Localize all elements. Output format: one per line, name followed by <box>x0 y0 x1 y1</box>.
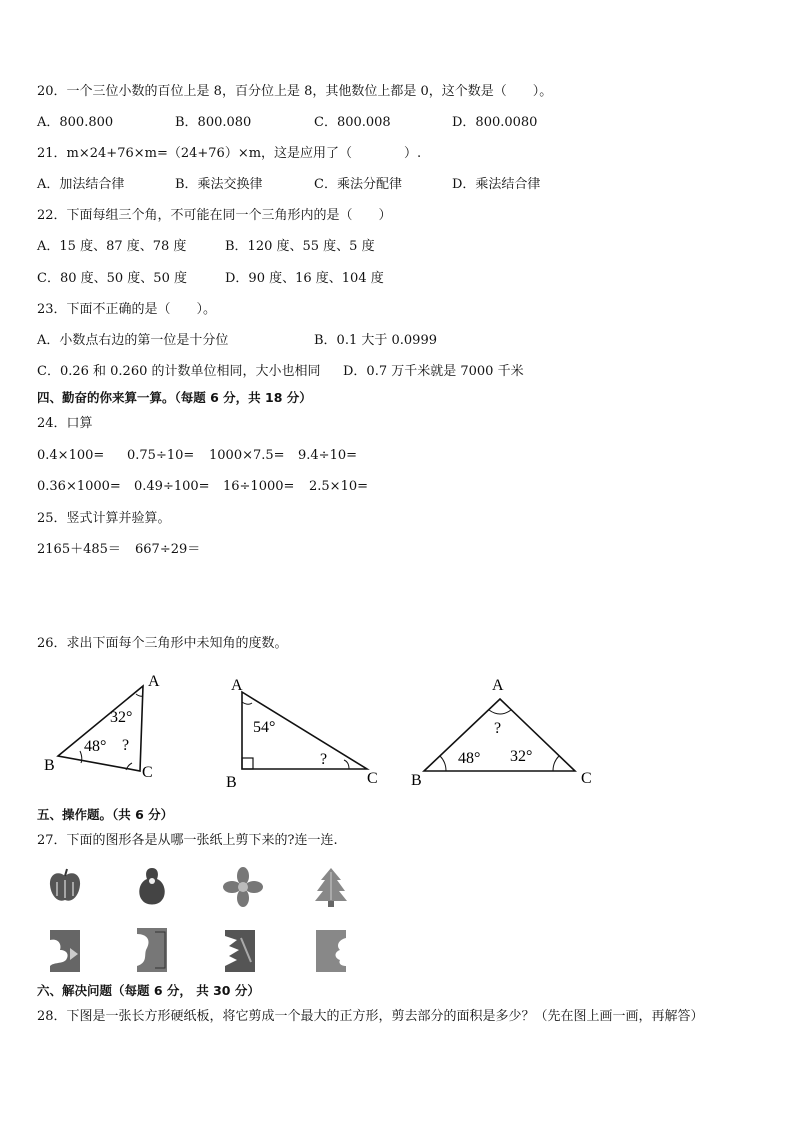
triangle-3-vertex-b: B <box>411 772 422 789</box>
triangle-3-vertex-a: A <box>492 677 504 694</box>
apple-shape-icon[interactable] <box>45 866 85 906</box>
q25-item: 667÷29＝ <box>135 542 201 557</box>
q21-stem: 21．m×24+76×m=（24+76）×m，这是应用了（ ）. <box>37 146 422 161</box>
q24-item: 9.4÷10= <box>298 448 358 463</box>
triangle-1-unknown: ? <box>122 737 130 754</box>
triangle-1-vertex-b: B <box>44 757 55 774</box>
q20-option-a[interactable]: A．800.800 <box>37 115 114 130</box>
q23-option-a[interactable]: A．小数点右边的第一位是十分位 <box>37 333 229 348</box>
paper-sheet-icon[interactable] <box>223 928 257 974</box>
triangle-2-vertex-b: B <box>226 774 237 791</box>
triangle-3-figure <box>406 672 601 792</box>
q22-option-c[interactable]: C．80 度、50 度、50 度 <box>37 271 187 286</box>
flower-shape-icon[interactable] <box>222 866 264 908</box>
triangle-2-unknown: ? <box>320 751 328 768</box>
q24-item: 0.4×100= <box>37 448 105 463</box>
q25-stem: 25．竖式计算并验算。 <box>37 511 171 526</box>
q24-item: 0.36×1000= <box>37 479 121 494</box>
q20-option-b[interactable]: B．800.080 <box>175 115 252 130</box>
paper-sheet-icon[interactable] <box>135 926 169 974</box>
q20-stem: 20．一个三位小数的百位上是 8，百分位上是 8，其他数位上都是 0，这个数是（ ）。 <box>37 84 553 99</box>
q23-stem: 23．下面不正确的是（ ）。 <box>37 302 217 317</box>
triangle-1-vertex-a: A <box>148 673 160 690</box>
q24-item: 0.49÷100= <box>134 479 210 494</box>
q22-option-d[interactable]: D．90 度、16 度、104 度 <box>225 271 384 286</box>
q26-stem: 26．求出下面每个三角形中未知角的度数。 <box>37 636 288 651</box>
paper-sheet-icon[interactable] <box>314 928 348 974</box>
section4-heading: 四、勤奋的你来算一算。（每题 6 分，共 18 分） <box>37 390 312 405</box>
triangle-2-vertex-c: C <box>367 770 378 787</box>
q21-option-b[interactable]: B．乘法交换律 <box>175 177 263 192</box>
triangle-1-vertex-c: C <box>142 764 153 781</box>
q22-stem: 22．下面每组三个角，不可能在同一个三角形内的是（ ） <box>37 208 392 223</box>
section6-heading: 六、解决问题（每题 6 分， 共 30 分） <box>37 983 260 998</box>
triangle-3-vertex-c: C <box>581 770 592 787</box>
q27-stem: 27．下面的图形各是从哪一张纸上剪下来的?连一连. <box>37 833 338 848</box>
q24-stem: 24．口算 <box>37 416 93 431</box>
q21-option-c[interactable]: C．乘法分配律 <box>314 177 402 192</box>
q24-item: 16÷1000= <box>223 479 295 494</box>
triangle-3-angle-c: 32° <box>510 748 533 765</box>
q21-option-a[interactable]: A．加法结合律 <box>37 177 125 192</box>
q23-option-b[interactable]: B．0.1 大于 0.0999 <box>314 333 437 348</box>
triangle-1-figure <box>40 670 180 785</box>
q24-item: 2.5×10= <box>309 479 369 494</box>
q20-option-c[interactable]: C．800.008 <box>314 115 391 130</box>
triangle-2-figure <box>222 670 392 792</box>
q20-option-d[interactable]: D．800.0080 <box>452 115 538 130</box>
triangle-2-vertex-a: A <box>231 677 243 694</box>
q24-item: 1000×7.5= <box>209 448 285 463</box>
q21-option-d[interactable]: D．乘法结合律 <box>452 177 541 192</box>
triangle-1-angle-b: 48° <box>84 738 107 755</box>
q23-option-d[interactable]: D．0.7 万千米就是 7000 千米 <box>343 364 524 379</box>
q22-option-a[interactable]: A．15 度、87 度、78 度 <box>37 239 187 254</box>
q22-option-b[interactable]: B．120 度、55 度、5 度 <box>225 239 375 254</box>
triangle-2-angle-a: 54° <box>253 719 276 736</box>
triangle-3-unknown: ? <box>494 720 502 737</box>
section5-heading: 五、操作题。（共 6 分） <box>37 807 174 822</box>
triangle-1-angle-a: 32° <box>110 709 133 726</box>
q25-item: 2165＋485＝ <box>37 542 121 557</box>
paper-sheet-icon[interactable] <box>48 928 82 974</box>
q23-option-c[interactable]: C．0.26 和 0.260 的计数单位相同，大小也相同 <box>37 364 321 379</box>
q24-item: 0.75÷10= <box>127 448 195 463</box>
tree-shape-icon[interactable] <box>313 866 349 908</box>
q28-stem: 28．下图是一张长方形硬纸板，将它剪成一个最大的正方形，剪去部分的面积是多少？（先在图上画一画，再解答） <box>37 1009 704 1024</box>
triangle-3-angle-b: 48° <box>458 750 481 767</box>
gourd-shape-icon[interactable] <box>134 864 170 908</box>
